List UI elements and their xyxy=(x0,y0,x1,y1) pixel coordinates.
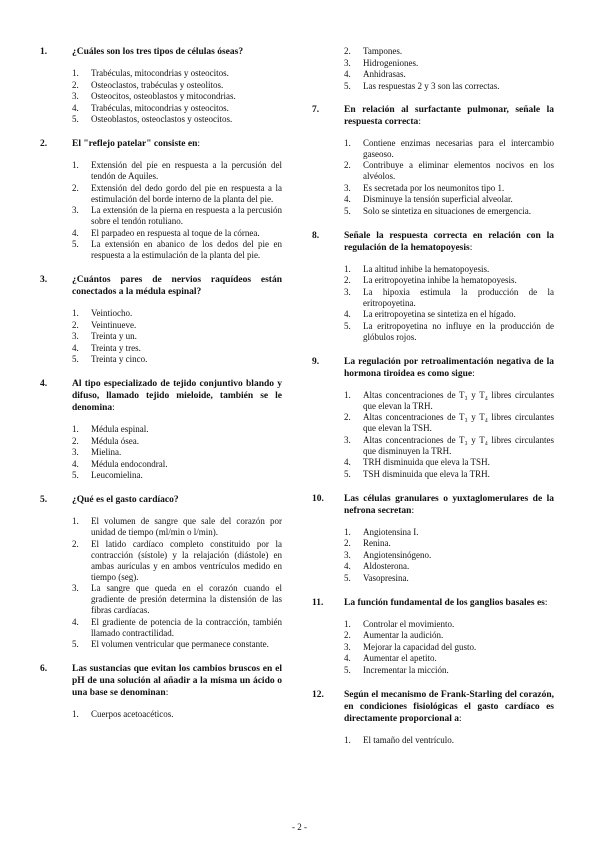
option-text: Extensión del pie en respuesta a la percusión del tendón de Aquiles. xyxy=(91,160,282,181)
answer-option xyxy=(72,617,282,639)
answer-option xyxy=(344,527,554,538)
option-number: 3. xyxy=(344,641,351,652)
answer-option xyxy=(72,114,282,125)
left-column xyxy=(40,46,282,733)
question-stem xyxy=(72,663,282,699)
option-text: Contribuye a eliminar elementos nocivos en los alvéolos. xyxy=(363,160,554,181)
option-text: Médula espinal. xyxy=(91,424,149,434)
answer-options xyxy=(344,390,554,480)
option-text: La extensión de la pierna en respuesta a la percusión sobre el tendón rotuliano. xyxy=(91,205,282,226)
option-number: 2. xyxy=(344,46,351,56)
question-stem-colon: : xyxy=(165,688,169,698)
question-header xyxy=(312,689,554,725)
answer-option xyxy=(72,583,282,616)
option-text: Médula endocondral. xyxy=(91,458,168,469)
question-stem-text: Señale la respuesta correcta en relación con la regulación de la hematopoyesis xyxy=(344,230,554,253)
question-stem-colon: : xyxy=(544,597,548,608)
option-text: La eritropoyetina inhibe la hematopoyesis. xyxy=(363,275,517,285)
question-stem xyxy=(344,597,554,609)
answer-options xyxy=(344,264,554,343)
page-number: - 2 - xyxy=(292,822,307,832)
option-text: La extensión en abanico de los dedos del pie en respuesta a la estimulación de la planta del pie. xyxy=(91,239,282,260)
option-number: 1. xyxy=(72,424,79,434)
question-header xyxy=(312,356,554,380)
option-number: 2. xyxy=(72,319,79,330)
option-text: Cuerpos acetoacéticos. xyxy=(91,709,174,719)
question-stem-text: La regulación por retroalimentación negativa de la hormona tiroidea es como sigue xyxy=(344,356,554,379)
question-stem-colon: : xyxy=(112,403,115,413)
answer-option xyxy=(72,709,282,720)
option-number: 2. xyxy=(72,435,79,446)
question-stem xyxy=(72,378,282,414)
option-number: 2. xyxy=(72,538,79,549)
answer-option xyxy=(344,321,554,343)
option-text: Leucomielina. xyxy=(91,470,143,480)
question-number: 7. xyxy=(312,104,320,115)
option-number: 5. xyxy=(344,320,351,331)
option-number: 5. xyxy=(72,239,79,249)
option-number: 2. xyxy=(72,79,79,90)
answer-option xyxy=(72,470,282,481)
question-block xyxy=(40,378,282,481)
option-text: Disminuye la tensión superficial alveolar. xyxy=(363,194,513,204)
option-text: El volumen ventricular que permanece constante. xyxy=(91,639,269,649)
option-text: Angiotensinógeno. xyxy=(363,549,432,560)
option-number: 5. xyxy=(72,470,79,480)
option-text: Médula ósea. xyxy=(91,435,139,446)
answer-option xyxy=(72,183,282,205)
answer-options xyxy=(72,709,282,720)
option-number: 2. xyxy=(344,160,351,170)
answer-option xyxy=(344,469,554,480)
option-text: Aldosterona. xyxy=(363,561,410,571)
option-text: Aumentar la audición. xyxy=(363,630,444,640)
answer-option xyxy=(72,424,282,435)
answer-option xyxy=(72,447,282,458)
option-number: 2. xyxy=(344,412,351,422)
answer-option xyxy=(344,642,554,653)
question-stem xyxy=(344,493,554,517)
answer-option xyxy=(344,69,554,80)
answer-options xyxy=(72,424,282,481)
answer-options xyxy=(344,138,554,217)
option-number: 1. xyxy=(344,389,351,400)
answer-options xyxy=(72,68,282,125)
option-number: 2. xyxy=(72,182,79,193)
option-text: Altas concentraciones de T₃ y T₄ libres circulantes que elevan la TRH. xyxy=(363,389,554,411)
option-text: Osteoblastos, osteoclastos y osteocitos. xyxy=(91,114,233,124)
question-stem-text: Al tipo especializado de tejido conjuntivo blando y difuso, llamado tejido mieloide, también se le denomina xyxy=(72,379,282,413)
answer-options xyxy=(72,516,282,650)
option-number: 4. xyxy=(344,194,351,204)
option-text: Aumentar el apetito. xyxy=(363,653,437,663)
option-number: 1. xyxy=(72,709,79,719)
option-number: 1. xyxy=(344,734,351,745)
option-number: 4. xyxy=(72,102,79,113)
question-block xyxy=(312,689,554,746)
answer-option xyxy=(72,354,282,365)
question-header xyxy=(312,493,554,517)
question-stem-text: El "reflejo patelar" consiste en xyxy=(72,139,198,149)
question-number: 9. xyxy=(312,356,320,367)
answer-option xyxy=(344,735,554,746)
question-stem xyxy=(72,46,282,58)
option-number: 4. xyxy=(344,457,351,467)
question-header xyxy=(40,663,282,699)
option-text: Osteoclastos, trabéculas y osteolitos. xyxy=(91,79,224,90)
question-number: 5. xyxy=(40,495,48,505)
answer-option xyxy=(72,205,282,227)
option-number: 2. xyxy=(344,538,351,548)
question-number: 2. xyxy=(40,139,48,149)
option-text: La altitud inhibe la hematopoyesis. xyxy=(363,263,490,274)
answer-option xyxy=(72,331,282,342)
option-number: 4. xyxy=(344,69,351,79)
option-text: Trabéculas, mitocondrias y osteocitos. xyxy=(91,102,229,113)
question-number: 6. xyxy=(40,664,48,674)
option-number: 3. xyxy=(344,549,351,560)
answer-option xyxy=(344,653,554,664)
question-block xyxy=(40,46,282,125)
option-text: Trabéculas, mitocondrias y osteocitos. xyxy=(91,68,229,78)
option-number: 4. xyxy=(344,561,351,571)
answer-option xyxy=(344,435,554,457)
question-stem xyxy=(344,230,554,254)
option-text: Treinta y un. xyxy=(91,331,137,341)
option-text: El tamaño del ventrículo. xyxy=(363,734,454,745)
question-block xyxy=(312,104,554,217)
answer-options xyxy=(344,527,554,584)
option-number: 5. xyxy=(344,80,351,91)
option-number: 3. xyxy=(344,57,351,68)
question-header xyxy=(312,597,554,609)
question-stem-text: Las células granulares o yuxtaglomerulares de la nefrona secretan xyxy=(344,493,554,516)
question-stem-colon: : xyxy=(411,505,415,516)
option-text: Treinta y cinco. xyxy=(91,354,148,364)
option-text: Treinta y tres. xyxy=(91,342,141,353)
option-number: 4. xyxy=(344,309,351,319)
question-stem-colon: : xyxy=(459,713,462,724)
option-number: 2. xyxy=(344,275,351,285)
option-text: Incrementar la micción. xyxy=(363,664,449,675)
question-header xyxy=(40,138,282,150)
answer-option xyxy=(72,160,282,182)
option-text: TSH disminuida que eleva la TRH. xyxy=(363,468,490,479)
option-number: 5. xyxy=(344,205,351,216)
option-text: Tampones. xyxy=(363,46,403,56)
answer-option xyxy=(344,206,554,217)
option-number: 3. xyxy=(344,434,351,445)
option-text: Solo se sintetiza en situaciones de emergencia. xyxy=(363,205,532,216)
question-stem-colon: : xyxy=(197,139,201,149)
question-header xyxy=(40,274,282,298)
answer-option xyxy=(72,320,282,331)
question-block xyxy=(40,494,282,650)
answer-option xyxy=(72,436,282,447)
answer-option xyxy=(344,390,554,412)
question-number: 8. xyxy=(312,230,320,241)
option-number: 4. xyxy=(72,458,79,469)
option-text: Altas concentraciones de T₃ y T₄ libres circulantes que elevan la TSH. xyxy=(363,412,554,433)
option-number: 5. xyxy=(344,572,351,583)
option-number: 1. xyxy=(344,137,351,148)
question-stem xyxy=(72,274,282,298)
question-stem-text: En relación al surfactante pulmonar, señale la respuesta correcta xyxy=(344,104,554,127)
option-number: 1. xyxy=(344,618,351,629)
option-number: 3. xyxy=(72,91,79,101)
answer-option xyxy=(344,194,554,205)
option-number: 5. xyxy=(344,664,351,675)
question-stem-colon: : xyxy=(469,242,473,253)
question-stem xyxy=(72,494,282,506)
answer-option xyxy=(72,459,282,470)
answer-option xyxy=(344,58,554,69)
question-header xyxy=(40,378,282,414)
question-stem xyxy=(72,138,282,150)
option-number: 1. xyxy=(72,160,79,170)
option-number: 1. xyxy=(72,516,79,526)
right-column xyxy=(312,46,554,759)
option-number: 5. xyxy=(72,114,79,124)
answer-option xyxy=(72,228,282,239)
answer-option xyxy=(344,183,554,194)
answer-option xyxy=(72,68,282,79)
question-block xyxy=(312,356,554,480)
question-number: 11. xyxy=(312,597,324,608)
question-stem-text: Según el mecanismo de Frank-Starling del corazón, en condiciones fisiológicas el gasto cardíaco es directamente proporcional a xyxy=(344,689,554,724)
option-number: 1. xyxy=(344,526,351,537)
answer-option xyxy=(344,412,554,434)
option-text: TRH disminuida que eleva la TSH. xyxy=(363,457,490,467)
answer-option xyxy=(72,639,282,650)
option-number: 4. xyxy=(72,227,79,238)
question-block xyxy=(40,138,282,261)
answer-option xyxy=(344,619,554,630)
question-stem-colon: : xyxy=(418,116,421,127)
option-text: Mejorar la capacidad del gusto. xyxy=(363,641,477,652)
answer-options xyxy=(72,160,282,261)
answer-option xyxy=(72,516,282,538)
option-text: Las respuestas 2 y 3 son las correctas. xyxy=(363,80,500,91)
option-text: Extensión del dedo gordo del pie en respuesta a la estimulación del borde interno de la planta del pie. xyxy=(91,182,282,204)
option-text: Es secretada por los neumonitos tipo 1. xyxy=(363,182,505,193)
option-text: Mielina. xyxy=(91,447,122,457)
option-text: Hidrogeniones. xyxy=(363,57,419,68)
option-text: El volumen de sangre que sale del corazón por unidad de tiempo (ml/min o l/min). xyxy=(91,516,282,537)
answer-option xyxy=(344,457,554,468)
question-block xyxy=(312,597,554,676)
answer-options xyxy=(72,308,282,365)
answer-option xyxy=(344,665,554,676)
question-header xyxy=(40,494,282,506)
option-text: La eritropoyetina no influye en la producción de glóbulos rojos. xyxy=(363,320,554,342)
option-text: Altas concentraciones de T₃ y T₄ libres circulantes que disminuyen la TRH. xyxy=(363,434,554,456)
answer-options xyxy=(344,619,554,676)
question-header xyxy=(312,230,554,254)
option-text: Controlar el movimiento. xyxy=(363,618,455,629)
option-number: 5. xyxy=(344,468,351,479)
option-text: Veintiocho. xyxy=(91,308,133,318)
answer-option xyxy=(344,561,554,572)
question-stem-text: Las sustancias que evitan los cambios bruscos en el pH de una solución al añadir a la misma un ácido o una base se denominan xyxy=(72,664,282,698)
answer-option xyxy=(344,287,554,309)
answer-option xyxy=(344,264,554,275)
answer-option xyxy=(72,80,282,91)
question-stem-text: ¿Cuántos pares de nervios raquídeos están conectados a la médula espinal? xyxy=(72,275,282,297)
option-text: El gradiente de potencia de la contracción, también llamado contractilidad. xyxy=(91,616,282,638)
option-text: El parpadeo en respuesta al toque de la córnea. xyxy=(91,227,260,238)
answer-option xyxy=(344,275,554,286)
answer-option xyxy=(344,138,554,160)
answer-option xyxy=(72,239,282,261)
option-number: 1. xyxy=(344,263,351,274)
option-text: La eritropoyetina se sintetiza en el hígado. xyxy=(363,309,516,319)
question-block xyxy=(40,663,282,720)
question-number: 4. xyxy=(40,379,48,389)
answer-option xyxy=(72,308,282,319)
answer-option xyxy=(72,91,282,102)
option-number: 3. xyxy=(344,286,351,297)
continued-options xyxy=(344,46,554,92)
answer-option xyxy=(344,81,554,92)
option-number: 4. xyxy=(344,653,351,663)
answer-option xyxy=(344,309,554,320)
option-text: Osteocitos, osteoblastos y mitocondrias. xyxy=(91,91,236,101)
question-block xyxy=(312,493,554,584)
question-block xyxy=(40,274,282,365)
option-text: La hipoxia estimula la producción de la eritropoyetina. xyxy=(363,286,554,308)
question-stem-text: La función fundamental de los ganglios basales es xyxy=(344,597,545,608)
option-number: 2. xyxy=(344,630,351,640)
option-text: Vasopresina. xyxy=(363,572,409,583)
question-stem-colon: : xyxy=(472,368,475,379)
option-number: 3. xyxy=(72,331,79,341)
option-text: Veintinueve. xyxy=(91,319,137,330)
option-text: Contiene enzimas necesarias para el intercambio gaseoso. xyxy=(363,137,554,159)
option-text: Angiotensina I. xyxy=(363,526,419,537)
answer-option xyxy=(72,103,282,114)
option-number: 3. xyxy=(344,182,351,193)
answer-option xyxy=(344,160,554,182)
option-number: 3. xyxy=(72,205,79,215)
question-header xyxy=(40,46,282,58)
question-stem-text: ¿Cuáles son los tres tipos de células óseas? xyxy=(72,47,244,57)
question-stem xyxy=(344,356,554,380)
option-number: 5. xyxy=(72,639,79,649)
question-stem xyxy=(344,104,554,128)
question-block xyxy=(312,230,554,343)
answer-options xyxy=(344,735,554,746)
option-number: 4. xyxy=(72,342,79,353)
question-number: 1. xyxy=(40,47,48,57)
question-stem xyxy=(344,689,554,725)
option-number: 1. xyxy=(72,68,79,78)
option-text: Renina. xyxy=(363,538,391,548)
question-number: 3. xyxy=(40,275,48,285)
question-number: 12. xyxy=(312,689,324,700)
answer-option xyxy=(72,343,282,354)
question-stem-text: ¿Qué es el gasto cardíaco? xyxy=(72,495,179,505)
option-text: Anhidrasas. xyxy=(363,69,406,79)
answer-option xyxy=(72,539,282,583)
option-number: 3. xyxy=(72,583,79,593)
option-number: 4. xyxy=(72,616,79,627)
option-text: El latido cardíaco completo constituido por la contracción (sístole) y la relajación (diástole) en ambas aurículas y en ambos ventrículos medido en tiempo (seg). xyxy=(91,538,282,582)
answer-option xyxy=(344,550,554,561)
question-number: 10. xyxy=(312,493,324,504)
answer-option xyxy=(344,573,554,584)
option-number: 3. xyxy=(72,447,79,457)
option-number: 5. xyxy=(72,354,79,364)
answer-option xyxy=(344,538,554,549)
option-number: 1. xyxy=(72,308,79,318)
question-header xyxy=(312,104,554,128)
option-text: La sangre que queda en el corazón cuando el gradiente de presión determina la distensión de las fibras cardíacas. xyxy=(91,583,282,615)
answer-option xyxy=(344,46,554,57)
answer-option xyxy=(344,630,554,641)
